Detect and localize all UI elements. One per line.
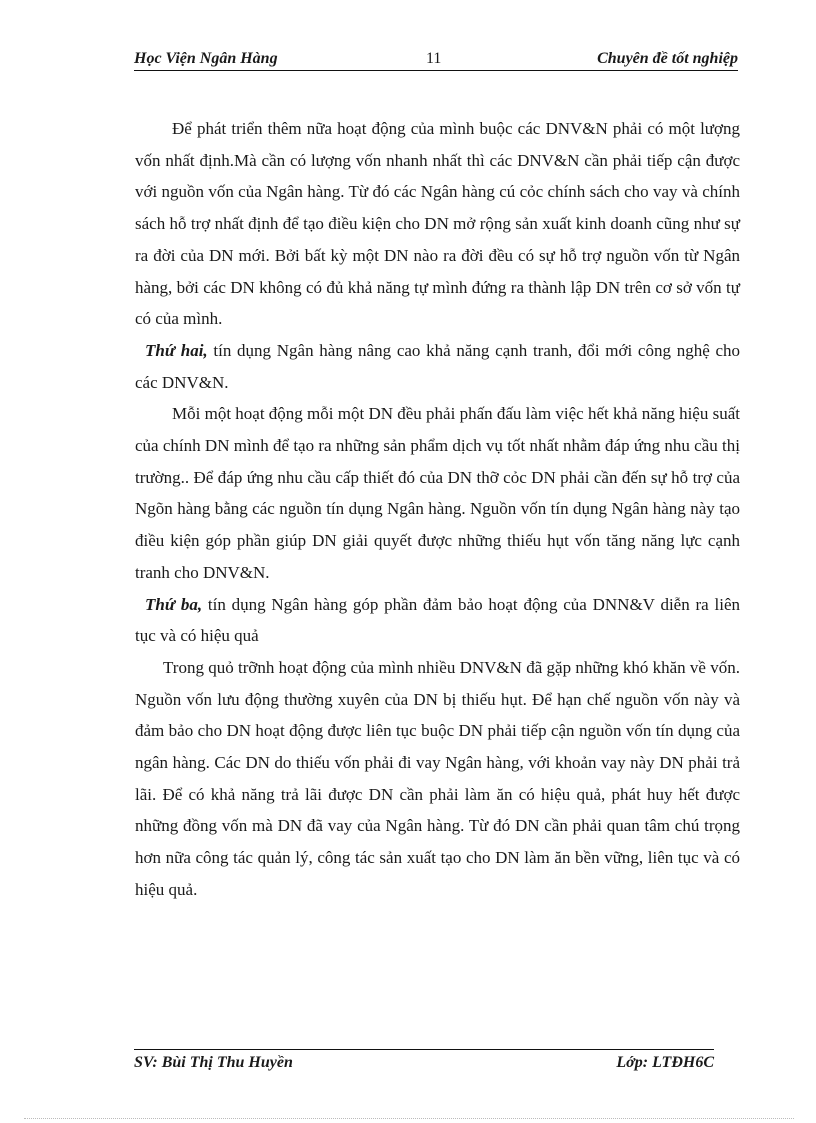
paragraph-4 bbox=[135, 589, 740, 652]
paragraph-3: Mỗi một hoạt động mỗi một DN đều phải phấn đấu làm việc hết khả năng hiệu suất của chính DN mình để tạo ra những sản phẩm dịch vụ tốt nhất nhằm đáp ứng nhu cầu thị trường.. Để đáp ứng nhu cầu cấp thiết đó của DN thỡ cỏc DN phải cần đến sự hỗ trợ của Ngõn hàng bằng các nguồn tín dụng Ngân hàng. Nguồn vốn tín dụng Ngân hàng này tạo điều kiện góp phần giúp DN giải quyết được những thiếu hụt vốn tăng năng lực cạnh tranh cho DNV&N. bbox=[135, 404, 740, 582]
paragraph-2 bbox=[135, 335, 740, 398]
footer-student: SV: Bùi Thị Thu Huyền bbox=[134, 1054, 293, 1071]
document-body bbox=[135, 113, 740, 906]
page-footer bbox=[134, 1049, 714, 1076]
paragraph-2-lead: Thứ hai, bbox=[145, 340, 208, 360]
header-institution: Học Viện Ngân Hàng bbox=[134, 50, 278, 67]
paragraph-1: Để phát triển thêm nữa hoạt động của mình buộc các DNV&N phải có một lượng vốn nhất định.Mà cần có lượng vốn nhanh nhất thì các DNV&N cần phải tiếp cận được với nguồn vốn của Ngân hàng. Từ đó các Ngân hàng cú cỏc chính sách cho vay và chính sách hỗ trợ nhất định để tạo điều kiện cho DN mở rộng sản xuất kinh doanh cũng như sự ra đời của DN mới. Bởi bất kỳ một DN nào ra đời đều có sự hỗ trợ nguồn vốn từ Ngân hàng, bởi các DN không có đủ khả năng tự mình đứng ra thành lập DN trên cơ sở vốn tự có của mình. bbox=[135, 119, 740, 329]
paragraph-2-text: tín dụng Ngân hàng nâng cao khả năng cạnh tranh, đổi mới công nghệ cho các DNV&N. bbox=[135, 340, 741, 392]
page-edge-divider bbox=[24, 1118, 794, 1119]
header-doc-type: Chuyên đề tốt nghiệp bbox=[597, 50, 738, 67]
page-header bbox=[134, 48, 738, 71]
paragraph-4-text: tín dụng Ngân hàng góp phần đảm bảo hoạt động của DNN&V diễn ra liên tục và có hiệu quả bbox=[135, 594, 740, 646]
footer-class: Lớp: LTĐH6C bbox=[616, 1054, 714, 1071]
paragraph-4-lead: Thứ ba, bbox=[145, 594, 203, 614]
paragraph-5: Trong quỏ trỡnh hoạt động của mình nhiều DNV&N đã gặp những khó khăn về vốn. Nguồn vốn lưu động thường xuyên của DN bị thiếu hụt. Để hạn chế nguồn vốn này và đảm bảo cho DN hoạt động được liên tục buộc DN phải tiếp cận nguồn vốn tín dụng của ngân hàng. Các DN do thiếu vốn phải đi vay Ngân hàng, với khoản vay này DN phải trả lãi. Để có khả năng trả lãi được DN cần phải làm ăn có hiệu quả, phát huy hết được những đồng vốn mà DN đã vay của Ngân hàng. Từ đó DN cần phải quan tâm chú trọng hơn nữa công tác quản lý, công tác sản xuất tạo cho DN làm ăn bền vững, liên tục và có hiệu quả. bbox=[135, 657, 740, 899]
page-number: 11 bbox=[426, 50, 442, 67]
